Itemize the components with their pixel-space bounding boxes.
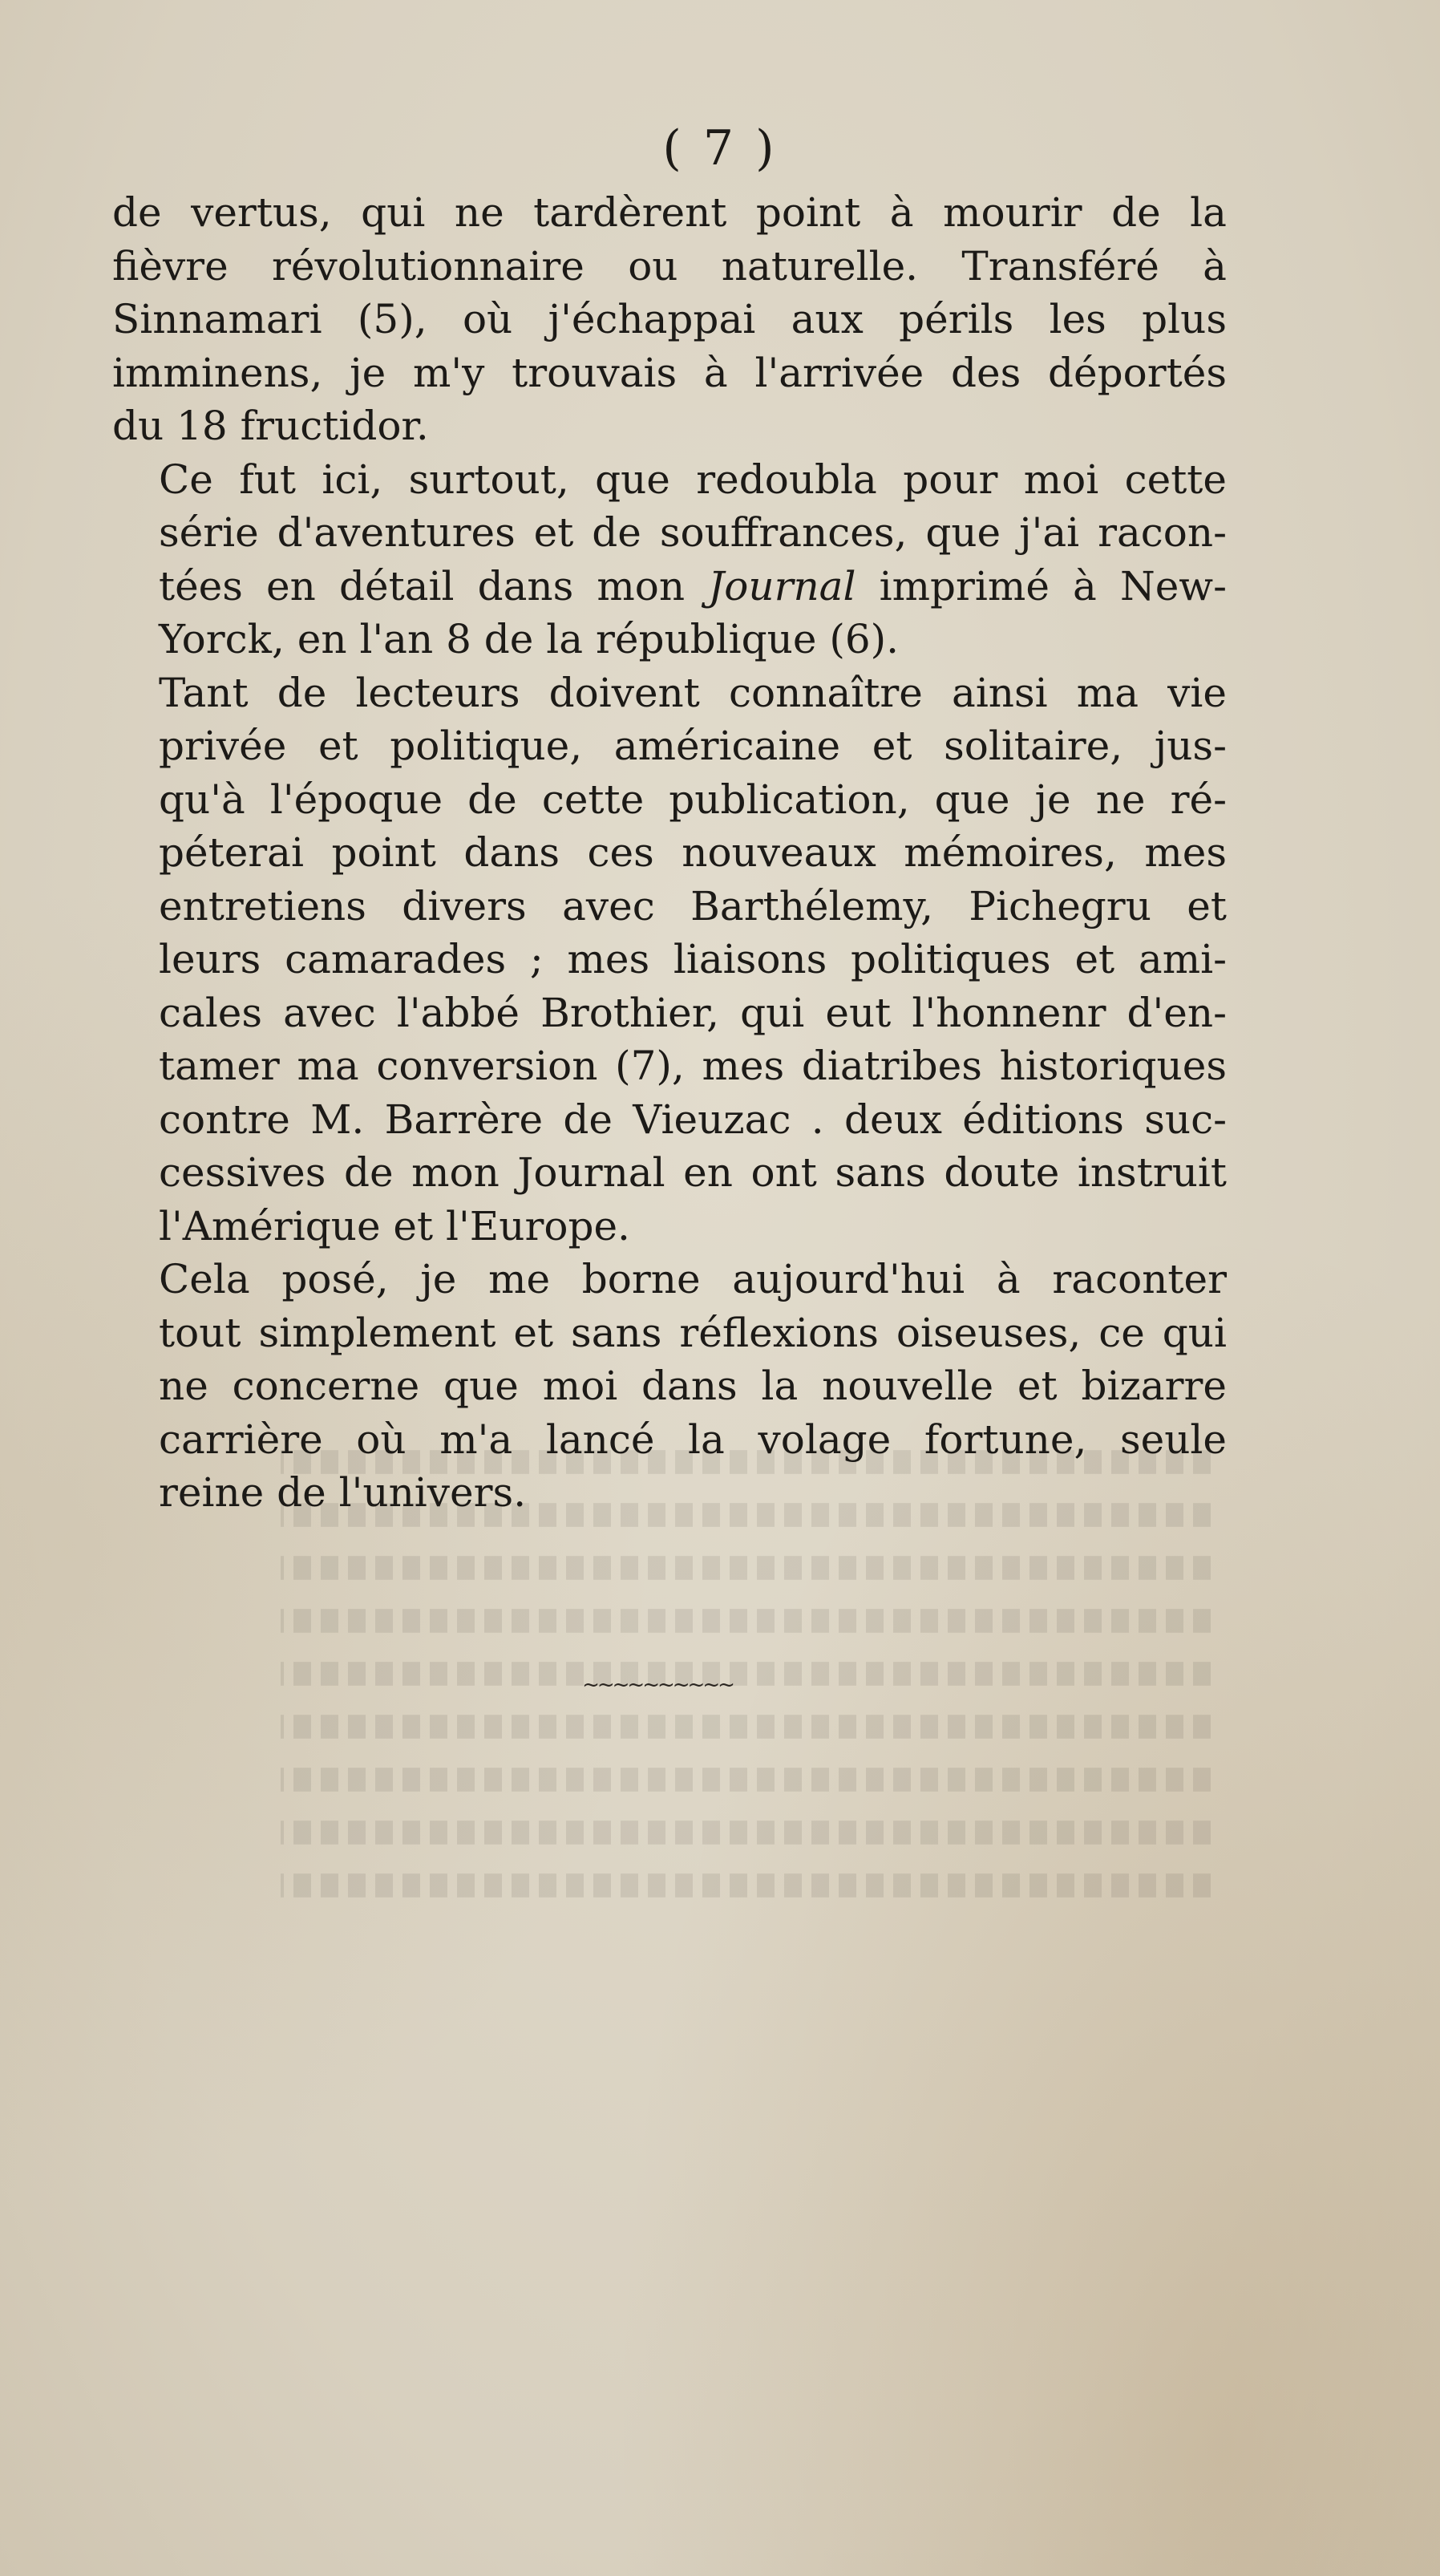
text-line: carrière où m'a lancé la volage fortune, seule — [159, 1416, 1227, 1463]
text-line: entretiens divers avec Barthélemy, Pichegru et — [159, 882, 1227, 930]
text-line: Tant de lecteurs doivent connaître ainsi ma vie — [159, 669, 1227, 716]
section-ornament: ~~~~~~~~~~ — [582, 1673, 733, 1697]
text-line: ne concerne que moi dans la nouvelle et bizarre — [159, 1363, 1227, 1409]
text-line: privée et politique, américaine et solitaire, jus- — [159, 723, 1227, 769]
text-line: qu'à l'époque de cette publication, que je ne ré- — [159, 776, 1227, 823]
text-line: du 18 fructidor. — [112, 403, 429, 449]
paragraph-4 — [112, 1253, 1227, 1520]
paragraph-2 — [112, 453, 1227, 666]
text-line: leurs camarades ; mes liaisons politiques et ami- — [159, 936, 1227, 982]
text-line: Yorck, en l'an 8 de la république (6). — [159, 616, 900, 662]
text-line: cales avec l'abbé Brothier, qui eut l'honnenr d'en- — [159, 989, 1227, 1036]
text-line: l'Amérique et l'Europe. — [159, 1202, 630, 1250]
text-line: reine de l'univers. — [159, 1469, 527, 1516]
text-line: Ce fut ici, surtout, que redoubla pour moi cette — [159, 456, 1227, 503]
text-line: tout simplement et sans réflexions oiseuses, ce qui — [159, 1309, 1227, 1356]
text-line: péterai point dans ces nouveaux mémoires, mes — [159, 829, 1227, 876]
body-text — [112, 186, 1227, 1520]
paragraph-1 — [112, 186, 1227, 453]
text-line: série d'aventures et de souffrances, que j'ai racon- — [159, 509, 1227, 556]
text-line: tamer ma conversion (7), mes diatribes historiques — [159, 1043, 1227, 1089]
text-line — [112, 560, 1227, 614]
paragraph-3 — [112, 666, 1227, 1254]
text-fragment: imprimé à New- — [856, 562, 1227, 610]
text-line: contre M. Barrère de Vieuzac . deux éditions suc- — [159, 1096, 1227, 1143]
journal-title: Journal — [708, 562, 856, 610]
text-fragment: tées en détail dans mon — [159, 562, 709, 610]
text-line: fièvre révolutionnaire ou naturelle. Transféré à — [112, 242, 1227, 290]
page-number: ( 7 ) — [662, 120, 778, 176]
text-line: Cela posé, je me borne aujourd'hui à raconter — [159, 1256, 1227, 1302]
text-line: imminens, je m'y trouvais à l'arrivée des déportés — [112, 349, 1227, 396]
text-line: Sinnamari (5), où j'échappai aux périls les plus — [112, 296, 1227, 342]
text-line: cessives de mon Journal en ont sans doute instruit — [159, 1149, 1227, 1196]
text-line: de vertus, qui ne tardèrent point à mourir de la — [112, 189, 1227, 236]
